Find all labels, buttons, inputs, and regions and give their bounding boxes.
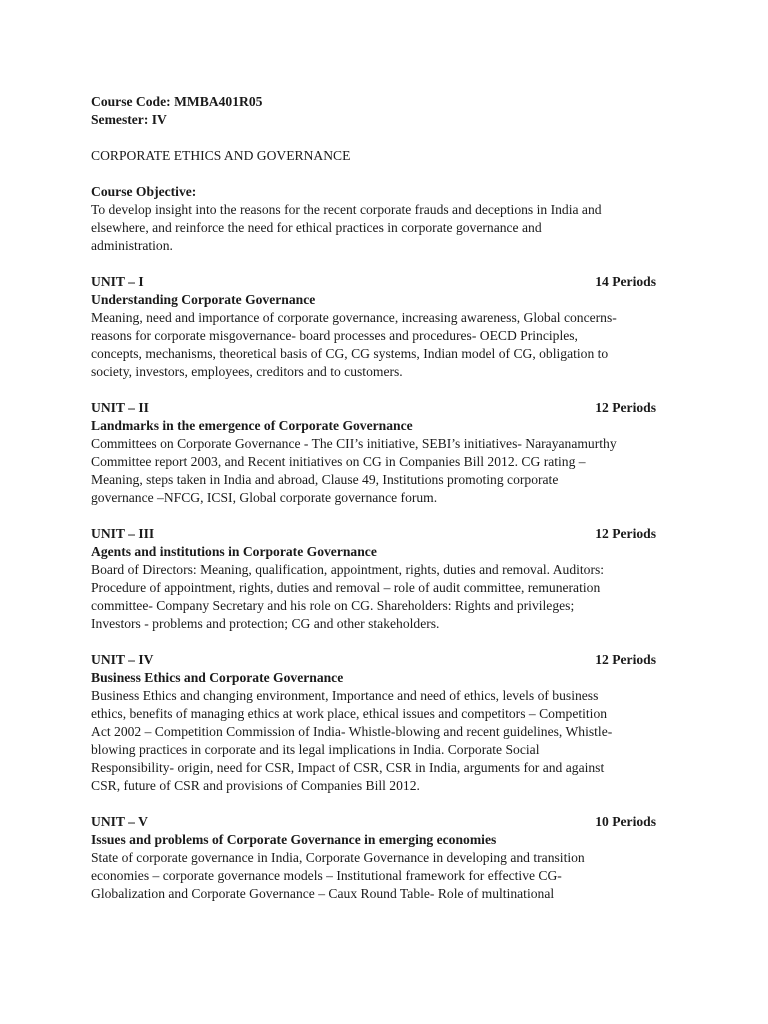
unit-header [91,273,656,291]
unit-body [91,561,671,633]
objective-text [91,201,671,255]
unit-line: blowing practices in corporate and its legal implications in India. Corporate Social [91,742,540,757]
unit-line: CSR, future of CSR and provisions of Companies Bill 2012. [91,778,420,793]
objective-heading: Course Objective: [91,184,197,199]
unit-periods: 12 Periods [595,400,656,415]
unit-header [91,525,656,543]
unit-line: Committee report 2003, and Recent initiatives on CG in Companies Bill 2012. CG rating – [91,454,586,469]
unit-line: ethics, benefits of managing ethics at work place, ethical issues and competitors – Competition [91,706,608,721]
unit-body [91,309,671,381]
unit-line: concepts, mechanisms, theoretical basis of CG, CG systems, Indian model of CG, obligation to [91,346,609,361]
unit-line: Committees on Corporate Governance - The CII’s initiative, SEBI’s initiatives- Narayanamurthy [91,436,617,451]
unit-title: Understanding Corporate Governance [91,292,316,307]
unit-header [91,813,656,831]
document-page [91,93,671,903]
unit-line: Procedure of appointment, rights, duties and removal – role of audit committee, remuneration [91,580,601,595]
unit-line: economies – corporate governance models – Institutional framework for effective CG- [91,868,562,883]
unit-title: Landmarks in the emergence of Corporate Governance [91,418,413,433]
course-title: CORPORATE ETHICS AND GOVERNANCE [91,148,351,163]
unit-number: UNIT – I [91,274,144,289]
unit-line: Meaning, steps taken in India and abroad, Clause 49, Institutions promoting corporate [91,472,559,487]
unit-number: UNIT – III [91,526,155,541]
unit-number: UNIT – II [91,400,149,415]
unit-line: State of corporate governance in India, Corporate Governance in developing and transition [91,850,585,865]
unit-title: Business Ethics and Corporate Governance [91,670,344,685]
unit-body [91,435,671,507]
unit-periods: 10 Periods [595,814,656,829]
unit-header [91,399,656,417]
unit-line: Responsibility- origin, need for CSR, Impact of CSR, CSR in India, arguments for and against [91,760,605,775]
unit-number: UNIT – IV [91,652,154,667]
unit-periods: 12 Periods [595,652,656,667]
objective-line: administration. [91,238,173,253]
unit-body [91,687,671,795]
unit-line: society, investors, employees, creditors and to customers. [91,364,403,379]
semester: Semester: IV [91,112,167,127]
objective-line: To develop insight into the reasons for the recent corporate frauds and deceptions in India and [91,202,602,217]
unit-line: committee- Company Secretary and his role on CG. Shareholders: Rights and privileges; [91,598,575,613]
unit-line: Meaning, need and importance of corporate governance, increasing awareness, Global concerns- [91,310,617,325]
unit-title: Issues and problems of Corporate Governance in emerging economies [91,832,497,847]
unit-line: governance –NFCG, ICSI, Global corporate governance forum. [91,490,438,505]
unit-line: Globalization and Corporate Governance – Caux Round Table- Role of multinational [91,886,555,901]
objective-line: elsewhere, and reinforce the need for ethical practices in corporate governance and [91,220,542,235]
unit-header [91,651,656,669]
unit-periods: 14 Periods [595,274,656,289]
course-code: Course Code: MMBA401R05 [91,94,263,109]
unit-periods: 12 Periods [595,526,656,541]
unit-line: Investors - problems and protection; CG and other stakeholders. [91,616,440,631]
unit-line: Act 2002 – Competition Commission of India- Whistle-blowing and recent guidelines, Whistle- [91,724,613,739]
unit-line: Board of Directors: Meaning, qualification, appointment, rights, duties and removal. Auditors: [91,562,605,577]
unit-number: UNIT – V [91,814,148,829]
unit-line: Business Ethics and changing environment, Importance and need of ethics, levels of business [91,688,599,703]
unit-body [91,849,671,903]
unit-line: reasons for corporate misgovernance- board processes and procedures- OECD Principles, [91,328,578,343]
unit-title: Agents and institutions in Corporate Governance [91,544,377,559]
